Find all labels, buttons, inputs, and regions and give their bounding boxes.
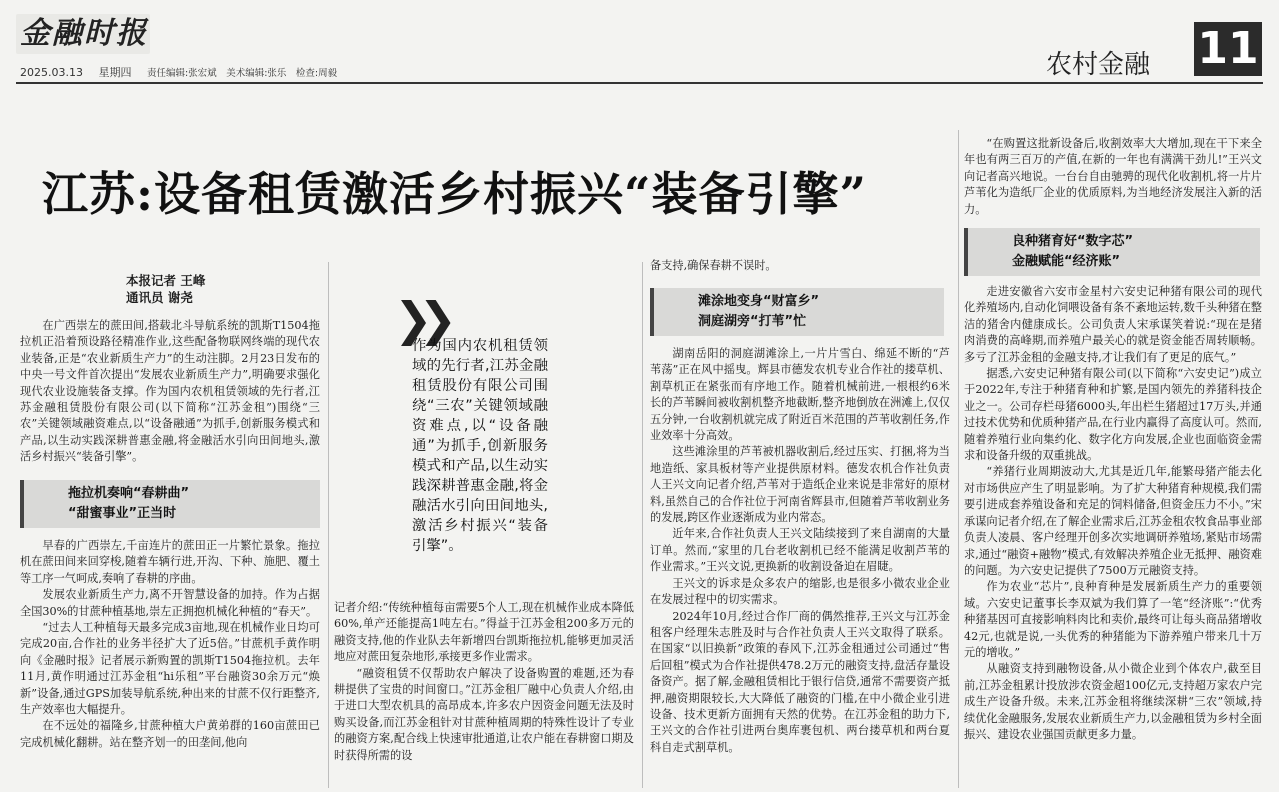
chevron-quote-icon: ❯❯: [394, 292, 444, 346]
paragraph: 早春的广西崇左,千亩连片的蔗田正一片繁忙景象。拖拉机在蔗田间来回穿梭,随着车辆行进,开沟、下种、施肥、覆土等工序一气呵成,奏响了春耕的序曲。: [20, 539, 320, 585]
paragraph: 王兴文的诉求是众多农户的缩影,也是很多小微农业企业在发展过程中的切实需求。: [650, 576, 950, 607]
subhead-tractor: [20, 480, 320, 528]
paragraph: 近年来,合作社负责人王兴文陆续接到了来自湖南的大量订单。然而,“家里的几台老收割机已经不能满足收割芦苇的作业需求。”王兴文说,更换新的收割设备迫在眉睫。: [650, 527, 950, 574]
byline: [126, 272, 205, 306]
column-divider: [328, 262, 329, 788]
subhead-line: 洞庭湖旁“打苇”忙: [698, 314, 807, 329]
art-editor-credit: 美术编辑:张乐: [226, 68, 287, 79]
column-3-body: [650, 346, 950, 756]
paragraph: “过去人工种植每天最多完成3亩地,现在机械作业日均可完成20亩,合作社的业务半径扩大了近5倍。”甘蔗机手黄作明向《金融时报》记者展示新购置的凯斯T1504拖拉机。去年11月,黄作明通过江苏金租“hi乐租”平台融资30余万元“焕新”设备,通过GPS加装导航系统,种出来的甘蔗不仅行距整齐,生产效率也大幅提升。: [20, 621, 320, 717]
column-4-top: [964, 136, 1262, 218]
paragraph: 湖南岳阳的洞庭湖滩涂上,一片片雪白、绵延不断的“芦苇荡”正在风中摇曳。辉县市德发农机专业合作社的搂草机、割草机正在紧张而有序地工作。随着机械前进,一根根约6米长的芦苇瞬间被收割机整齐地截断,整齐地倒放在洲滩上,仅仅五分钟,一台收割机就完成了附近百米范围的芦苇收割任务,作业效率十分高效。: [650, 347, 950, 443]
reporter-name: 本报记者 王峰: [126, 273, 206, 288]
column-divider: [958, 130, 959, 788]
header-rule: [16, 82, 1263, 84]
subhead-line: 拖拉机奏响“春耕曲”: [68, 486, 190, 501]
paragraph: 据悉,六安史记种猪有限公司(以下简称“六安史记”)成立于2022年,专注于种猪育种和扩繁,是国内领先的养猪科技企业之一。公司存栏母猪6000头,年出栏生猪超过17万头,并通过技术优势和优质种猪产品,在行业内赢得了高度认可。然而,随着养殖行业向集约化、数字化方向发展,企业也面临资金需求和设备升级的双重挑战。: [964, 367, 1262, 463]
subhead-line: 良种猪育好“数字芯”: [1012, 234, 1134, 249]
paragraph: “养猪行业周期波动大,尤其是近几年,能繁母猪产能去化对市场供应产生了明显影响。为了扩大种猪育种规模,我们需要引进成套养殖设备和充足的饲料储备,但资金压力不小。”宋承谋向记者介绍,在了解企业需求后,江苏金租农牧食品事业部负责人凌晨、客户经理开创多次实地调研养殖场,紧贴市场需求,通过“融资+融物”模式,有效解决养殖企业无抵押、融资难的问题。为六安史记提供了7500万元融资支持。: [964, 465, 1262, 577]
paragraph: 备支持,确保春耕不误时。: [650, 259, 777, 272]
newspaper-logo: 金融时报: [16, 14, 150, 54]
column-divider: [642, 262, 643, 788]
paragraph: 走进安徽省六安市金星村六安史记种猪有限公司的现代化养殖场内,自动化饲喂设备有条不紊地运转,数千头种猪在整洁的猪舍内健康成长。公司负责人宋承谋笑着说:“现在是猪肉消费的高峰期,而养殖户最关心的就是资金能否周转顺畅。多亏了江苏金租的金融支持,才让我们有了更足的底气。”: [964, 285, 1262, 364]
issue-date: 2025.03.13: [20, 66, 83, 79]
paragraph: “融资租赁不仅帮助农户解决了设备购置的难题,还为春耕提供了宝贵的时间窗口。”江苏金租厂融中心负责人介绍,由于进口大型农机具的高昂成本,许多农户因资金问题无法及时购买设备,而江苏金租针对甘蔗种植周期的特殊性设计了专业的融资方案,配合线上快速审批通道,让农户能在春耕窗口期及时获得所需的设: [334, 666, 634, 762]
checker-credit: 检查:周毅: [295, 68, 338, 79]
paragraph: 2024年10月,经过合作厂商的偶然推荐,王兴文与江苏金租客户经理朱志胜及时与合作社负责人王兴文取得了联系。在国家“以旧换新”政策的春风下,江苏金租通过公司通过“售后回租”模式为合作社提供478.2万元的融资支持,盘活存量设备资产。据了解,金融租赁相比于银行信贷,通常不需要资产抵押,融资期限较长,大大降低了融资的门槛,在中小微企业引进设备、技术更新方面拥有天然的优势。在江苏金租的助力下,王兴文的合作社引进两台奥库裹包机、两台搂草机和两台夏科自走式割草机。: [650, 609, 950, 754]
section-title: 农村金融: [1046, 50, 1151, 80]
paragraph: 在广西崇左的蔗田间,搭载北斗导航系统的凯斯T1504拖拉机正沿着预设路径精准作业,这些配备物联网终端的现代农业装备,正是“农业新质生产力”的生动注脚。2月23日发布的中央一号文件首次提出“发展农业新质生产力”,明确要求强化现代农业设施装备支撑。作为国内农机租赁领域的先行者,江苏金融租赁股份有限公司(以下简称“江苏金租”)围绕“三农”关键领域融资难点,以“设备融通”为抓手,创新服务模式和产品,以生动实践深耕普惠金融,将金融活水引向田间地头,激活乡村振兴“装备引擎”。: [20, 319, 320, 464]
column-2-body: [334, 600, 634, 764]
paragraph: 这些滩涂里的芦苇被机器收割后,经过压实、打捆,将为当地造纸、家具板材等产业提供原材料。德发农机合作社负责人王兴文向记者介绍,芦苇对于造纸企业来说是非常好的原材料,虽然自己的合作社位于河南省辉县市,但随着芦苇收割业务的发展,跨区作业逐渐成为业内常态。: [650, 445, 950, 525]
paragraph: 从融资支持到融物设备,从小微企业到个体农户,截至目前,江苏金租累计投放涉农资金超100亿元,支持超万家农户完成生产设备升级。未来,江苏金租将继续深耕“三农”领域,持续优化金融服务,发展农业新质生产力,以金融租赁为乡村全面振兴、建设农业强国贡献更多力量。: [964, 662, 1262, 741]
paragraph: 在不远处的福隆乡,甘蔗种植大户黄弟群的160亩蔗田已完成机械化翻耕。站在整齐划一的田垄间,他向: [20, 719, 320, 749]
paragraph: 记者介绍:“传统种植每亩需要5个人工,现在机械作业成本降低60%,单产还能提高1吨左右。”得益于江苏金租200多万元的融资支持,他的作业队去年新增四台凯斯拖拉机,能够更加灵活地应对蔗田复杂地形,承接更多作业需求。: [334, 601, 634, 664]
paragraph: 作为农业“芯片”,良种育种是发展新质生产力的重要领域。六安史记董事长李双斌为我们算了一笔“经济账”:“优秀种猪基因可直接影响料肉比和卖价,最终可让每头商品猪增收42元,也就是说,一头优秀的种猪能为下游养殖户带来几十万元的增收。”: [964, 580, 1262, 659]
subhead-reed: [650, 288, 944, 336]
pull-quote: 作为国内农机租赁领域的先行者,江苏金融租赁股份有限公司围绕“三农”关键领域融资难点,以“设备融通”为抓手,创新服务模式和产品,以生动实践深耕普惠金融,将金融活水引向田间地头,激活乡村振兴“装备引擎”。: [412, 338, 548, 554]
column-4-body: [964, 284, 1262, 743]
subhead-line: 金融赋能“经济账”: [1012, 254, 1121, 269]
subhead-line: 滩涂地变身“财富乡”: [698, 294, 820, 309]
correspondent-name: 通讯员 谢尧: [126, 290, 193, 305]
article-headline: 江苏:设备租赁激活乡村振兴“装备引擎”: [42, 167, 867, 221]
subhead-line: “甜蜜事业”正当时: [68, 506, 177, 521]
page-number: 11: [1194, 22, 1262, 76]
paragraph: “在购置这批新设备后,收割效率大大增加,现在干下来全年也有两三百万的产值,在新的一年也有满满干劲儿!”王兴文向记者高兴地说。一台台自由驰骋的现代化收割机,将一片片芦苇化为造纸厂企业的优质原料,为当地经济发展注入新的活力。: [964, 137, 1262, 216]
subhead-pig: [964, 228, 1260, 276]
issue-info-line: [20, 64, 343, 80]
issue-weekday: 星期四: [98, 66, 132, 79]
paragraph: 发展农业新质生产力,离不开智慧设备的加持。作为占据全国30%的甘蔗种植基地,崇左正拥抱机械化种植的“春天”。: [20, 588, 320, 618]
column-3-top: [650, 258, 950, 274]
column-1-body: [20, 538, 320, 751]
column-1-intro: [20, 318, 320, 466]
editor-credit: 责任编辑:张宏斌: [146, 68, 217, 79]
